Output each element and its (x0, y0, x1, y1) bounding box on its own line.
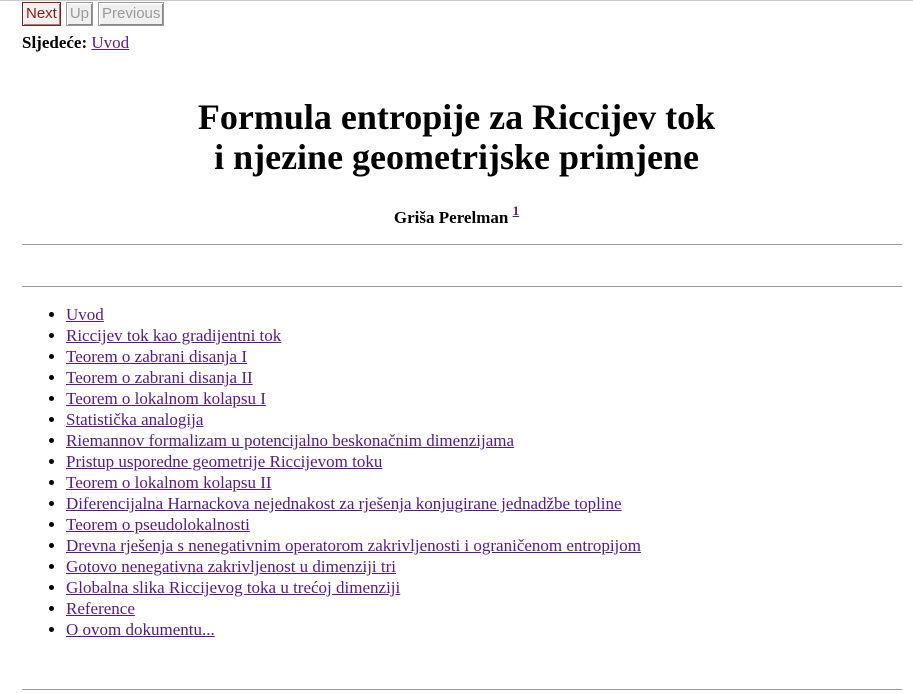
toc-link[interactable]: Teorem o zabrani disanja I (66, 347, 248, 366)
title-line-1: Formula entropije za Riccijev tok (197, 97, 716, 137)
toc-link[interactable]: Gotovo nenegativna zakrivljenost u dimenziji tri (66, 557, 396, 576)
next-page-label: Sljedeće: (22, 33, 88, 52)
toc-item (66, 367, 641, 388)
divider-middle (22, 286, 902, 287)
author-line (0, 203, 913, 228)
toc-link[interactable]: Statistička analogija (66, 410, 204, 429)
toc-item (66, 346, 641, 367)
toc-link[interactable]: Teorem o lokalnom kolapsu I (66, 389, 266, 408)
toc-item (66, 577, 641, 598)
next-page-link[interactable]: Uvod (91, 33, 130, 52)
toc-link[interactable]: Pristup usporedne geometrije Riccijevom toku (66, 452, 383, 471)
page-title (0, 97, 913, 177)
toc-link[interactable]: O ovom dokumentu... (66, 620, 215, 639)
previous-button[interactable]: Previous (98, 2, 164, 26)
toc-link[interactable]: Riccijev tok kao gradijentni tok (66, 326, 282, 345)
toc-link[interactable]: Uvod (66, 305, 104, 324)
toc-item (66, 451, 641, 472)
table-of-contents (22, 304, 641, 640)
divider-bottom (22, 689, 902, 690)
toc-item (66, 619, 641, 640)
title-line-2: i njezine geometrijske primjene (214, 137, 699, 177)
toc-item (66, 430, 641, 451)
up-button[interactable]: Up (66, 2, 93, 26)
divider-top (22, 244, 902, 245)
toc-item (66, 304, 641, 325)
toc-link[interactable]: Teorem o zabrani disanja II (66, 368, 253, 387)
toc-item (66, 472, 641, 493)
footnote-link[interactable]: 1 (512, 203, 520, 218)
toc-item (66, 598, 641, 619)
toc-link[interactable]: Globalna slika Riccijevog toka u trećoj dimenziji (66, 578, 401, 597)
toc-link[interactable]: Reference (66, 599, 135, 618)
toc-item (66, 325, 641, 346)
next-button[interactable]: Next (22, 2, 61, 26)
author-name: Griša Perelman (393, 208, 509, 227)
toc-link[interactable]: Teorem o lokalnom kolapsu II (66, 473, 272, 492)
toc-item (66, 409, 641, 430)
navigation-bar (22, 2, 164, 28)
toc-link[interactable]: Teorem o pseudolokalnosti (66, 515, 250, 534)
toc-item (66, 388, 641, 409)
toc-item (66, 514, 641, 535)
toc-item (66, 535, 641, 556)
toc-link[interactable]: Diferencijalna Harnackova nejednakost za rješenja konjugirane jednadžbe topline (66, 494, 622, 513)
next-page-line (22, 33, 129, 53)
toc-item (66, 493, 641, 514)
toc-item (66, 556, 641, 577)
toc-link[interactable]: Drevna rješenja s nenegativnim operatorom zakrivljenosti i ograničenom entropijom (66, 536, 641, 555)
toc-link[interactable]: Riemannov formalizam u potencijalno beskonačnim dimenzijama (66, 431, 515, 450)
